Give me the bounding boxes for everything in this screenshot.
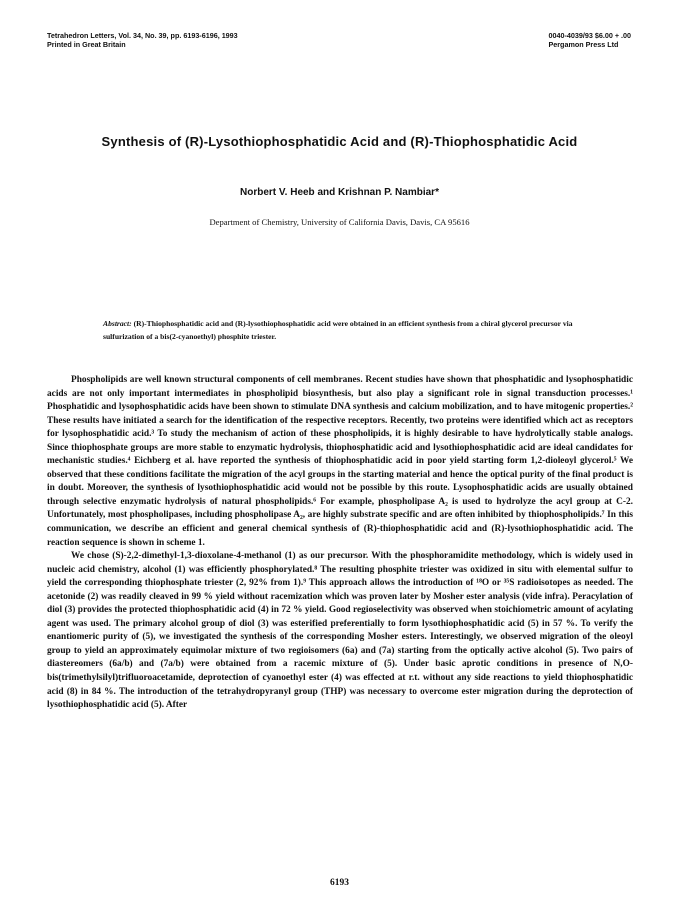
page-number: 6193 (330, 878, 349, 888)
print-location: Printed in Great Britain (47, 40, 126, 49)
author-affiliation: Department of Chemistry, University of California Davis, Davis, CA 95616 (209, 217, 470, 227)
journal-header-right (548, 31, 631, 49)
body-paragraph-1: Phospholipids are well known structural components of cell membranes. Recent studies have shown that phosphatidic and lysophosphatidic acids are not only important intermediates in phospholipid biosynthesis, but also play a significant role in signal transduction processes.¹ Phosphatidic and lysophosphatidic acids have been shown to stimulate DNA synthesis and calcium mobilization, and to have mitogenic properties.² These results have initiated a search for the identification of the respective receptors. Recently, two proteins were identified which act as receptors for lysophosphatidic acid.³ To study the mechanism of action of these phospholipids, it is highly desirable to have hydrolytically stable analogs. Since thiophosphate groups are more stable to enzymatic hydrolysis, thiophosphatidic acid and lysothiophosphatidic acid are ideal candidates for mechanistic studies.⁴ Eichberg et al. have reported the synthesis of thiophosphatidic acid in poor yield starting form 1,2-dioleoyl glycerol.⁵ We observed that these conditions facilitate the migration of the acyl groups in the starting material and hence the optical purity of the final product is in doubt. Moreover, the synthesis of lysothiophosphatidic acid would not be possible by this route. Lysophosphatidic acids are usually obtained through selective enzymatic hydrolysis of natural phospholipids.⁶ For example, phospholipase A₂ is used to hydrolyze the acyl group at C-2. Unfortunately, most phospholipases, including phospholipase A₂, are highly substrate specific and are often inhibited by thiophospholipids.⁷ In this communication, we describe an efficient and general chemical synthesis of (R)-thiophosphatidic acid and (R)-lysothiophosphatidic acid. The reaction sequence is shown in scheme 1. (47, 375, 633, 548)
paper-authors: Norbert V. Heeb and Krishnan P. Nambiar* (240, 187, 439, 198)
abstract-label: Abstract: (103, 319, 132, 328)
publisher: Pergamon Press Ltd (548, 40, 619, 49)
abstract (103, 317, 593, 343)
body-paragraph-2: We chose (S)-2,2-dimethyl-1,3-dioxolane-4-methanol (1) as our precursor. With the phosphoramidite methodology, which is widely used in nucleic acid chemistry, alcohol (1) was efficiently phosphorylated.⁸ The resulting phosphite triester was oxidized in situ with elemental sulfur to yield the corresponding thiophosphate triester (2, 92% from 1).⁹ This approach allows the introduction of ¹⁸O or ³⁵S radioisotopes as needed. The acetonide (2) was readily cleaved in 99 % yield without racemization which was proven later by Mosher ester analysis (vide infra). Peracylation of diol (3) provides the protected thiophosphatidic acid (4) in 72 % yield. Good regioselectivity was observed when stoichiometric amount of acylating agent was used. The primary alcohol group of diol (3) was esterified preferentially to form lysothiophosphatidic acid (5) in 57 %. To verify the enantiomeric purity of (5), we investigated the synthesis of the corresponding Mosher esters. Interestingly, we observed migration of the oleoyl group to yield an approximately equimolar mixture of two regioisomers (6a) and (7a) starting from the optically active alcohol (5). Two pairs of diastereomers (6a/b) and (7a/b) were obtained from a racemic mixture of (5). Under basic aprotic conditions in presence of N,O-bis(trimethylsilyl)trifluoroacetamide, deprotection of cyanoethyl ester (4) was effected at r.t. without any side reactions to yield thiophosphatidic acid (8) in 84 %. The introduction of the tetrahydropyranyl group (THP) was necessary to overcome ester migration during the deprotection of lysothiophosphatidic acid (5). After (47, 551, 633, 711)
issn-price: 0040-4039/93 $6.00 + .00 (548, 31, 631, 40)
journal-citation: Tetrahedron Letters, Vol. 34, No. 39, pp. 6193-6196, 1993 (47, 31, 238, 40)
abstract-text: (R)-Thiophosphatidic acid and (R)-lysothiophosphatidic acid were obtained in an efficient synthesis from a chiral glycerol precursor via sulfurization of a bis(2-cyanoethyl) phosphite triester. (103, 319, 573, 341)
body-text (47, 374, 633, 713)
journal-header-left (47, 31, 238, 49)
paper-title: Synthesis of (R)-Lysothiophosphatidic Acid and (R)-Thiophosphatidic Acid (101, 134, 578, 149)
